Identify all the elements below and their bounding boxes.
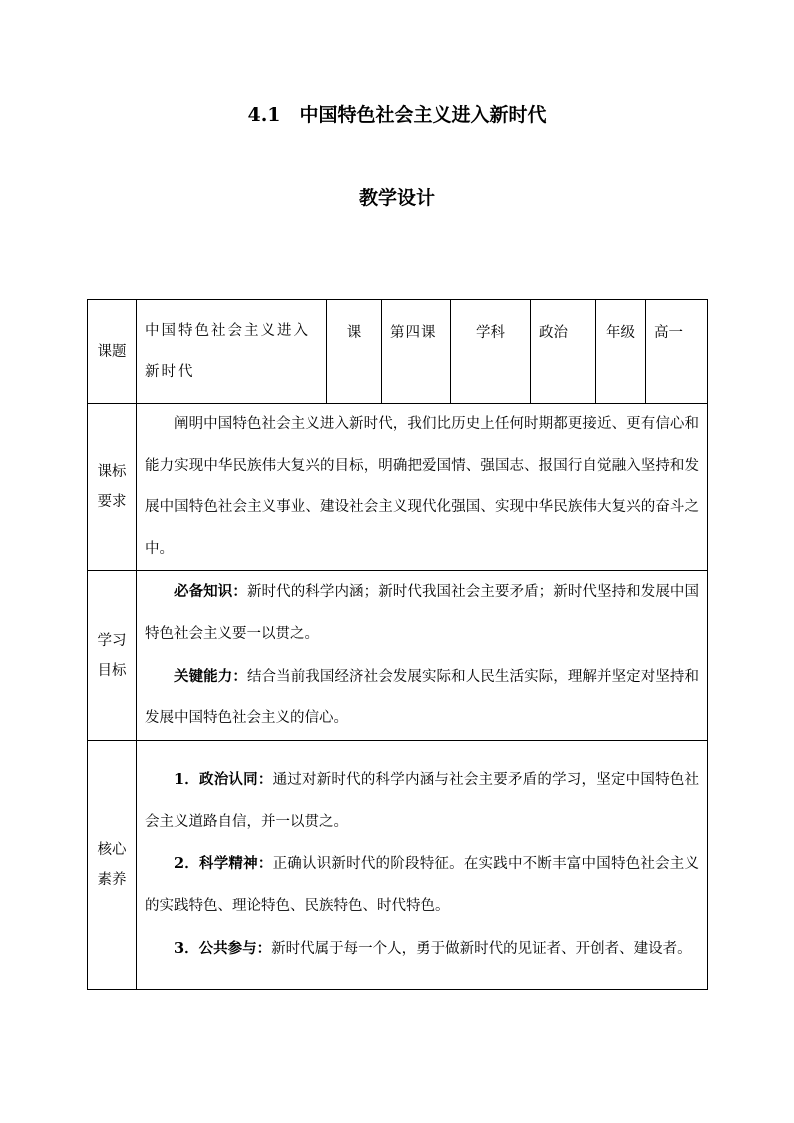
goals-paragraph-2 xyxy=(145,656,699,740)
standard-label xyxy=(88,404,137,571)
literacy-key-3: 3．公共参与： xyxy=(174,939,272,957)
goals-label-line1: 学习 xyxy=(97,632,127,649)
lesson-plan-table xyxy=(87,299,708,990)
goals-label-line2: 目标 xyxy=(97,662,127,679)
standard-label-line2: 要求 xyxy=(97,494,127,511)
table-row xyxy=(88,571,708,740)
literacy-paragraph-3 xyxy=(145,928,699,971)
goals-text-1: 新时代的科学内涵；新时代我国社会主要矛盾；新时代坚持和发展中国特色社会主义要一以贯之。 xyxy=(145,584,700,642)
goals-content xyxy=(137,571,708,740)
goals-paragraph-1 xyxy=(145,571,699,655)
document-title: 4.1 中国特色社会主义进入新时代 xyxy=(247,104,547,126)
literacy-content xyxy=(137,740,708,989)
literacy-text-2: 正确认识新时代的阶段特征。在实践中不断丰富中国特色社会主义的实践特色、理论特色、民族特色、时代特色。 xyxy=(145,856,700,915)
literacy-label xyxy=(88,740,137,989)
lesson-value: 第四课 xyxy=(382,300,451,404)
standard-content xyxy=(137,404,708,571)
literacy-paragraph-2 xyxy=(145,843,699,927)
table-row xyxy=(88,740,708,989)
literacy-label-line2: 素养 xyxy=(97,871,127,888)
topic-label: 课题 xyxy=(88,300,137,404)
goals-key-1: 必备知识： xyxy=(174,583,247,601)
subject-label: 学科 xyxy=(451,300,531,404)
literacy-key-2: 2．科学精神： xyxy=(174,855,273,873)
lesson-label: 课 xyxy=(327,300,382,404)
document-subtitle: 教学设计 xyxy=(358,187,435,209)
goals-text-2: 结合当前我国经济社会发展实际和人民生活实际，理解并坚定对坚持和发展中国特色社会主义的信心。 xyxy=(145,668,700,727)
table-row xyxy=(88,404,708,571)
standard-label-line1: 课标 xyxy=(97,464,127,481)
literacy-paragraph-1 xyxy=(145,759,699,843)
grade-label: 年级 xyxy=(596,300,646,404)
standard-text: 阐明中国特色社会主义进入新时代，我们比历史上任何时期都更接近、更有信心和能力实现中华民族伟大复兴的目标，明确把爱国情、强国志、报国行自觉融入坚持和发展中国特色社会主义事业、建设社会主义现代化强国、实现中华民族伟大复兴的奋斗之中。 xyxy=(145,416,699,557)
topic-value: 中国特色社会主义进入新时代 xyxy=(137,300,327,404)
goals-key-2: 关键能力： xyxy=(174,667,247,685)
subject-value: 政治 xyxy=(531,300,596,404)
literacy-label-line1: 核心 xyxy=(97,841,127,858)
goals-label xyxy=(88,571,137,740)
literacy-text-1: 通过对新时代的科学内涵与社会主要矛盾的学习，坚定中国特色社会主义道路自信，并一以贯之。 xyxy=(145,772,700,830)
table-row xyxy=(88,300,708,404)
grade-value: 高一 xyxy=(646,300,708,404)
literacy-key-1: 1．政治认同： xyxy=(174,771,273,789)
literacy-text-3: 新时代属于每一个人，勇于做新时代的见证者、开创者、建设者。 xyxy=(271,940,692,957)
